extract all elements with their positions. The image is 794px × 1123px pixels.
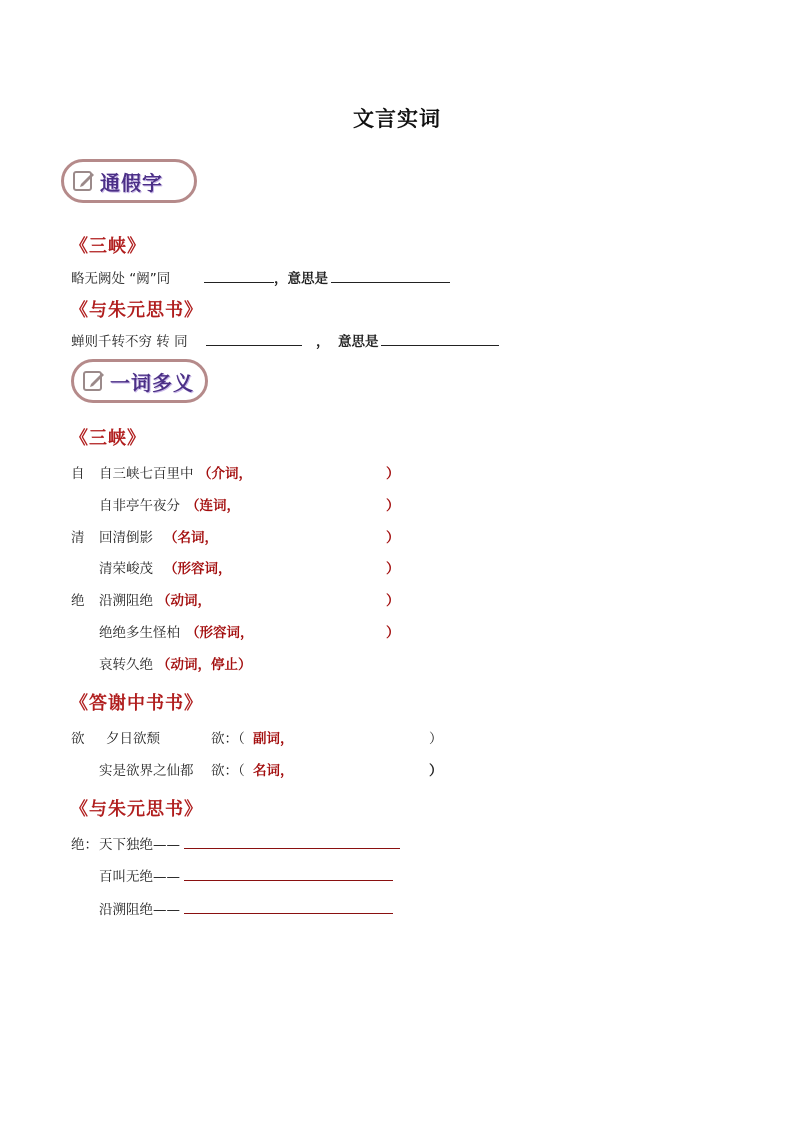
example-text: 天下独绝——: [99, 837, 180, 853]
section-badge-tongjiazi: [61, 159, 197, 203]
badge-label: 一词多义: [110, 370, 194, 395]
part-of-speech: （形容词，: [186, 625, 254, 641]
example-text: 百叫无绝——: [99, 869, 180, 885]
section-title-yuzhu: 《与朱元思书》: [70, 799, 203, 820]
close-paren: ）: [386, 625, 400, 641]
close-paren: ）: [386, 530, 400, 546]
section-title-yuzhu: 《与朱元思书》: [70, 300, 203, 321]
word-label-yu: 欲: [71, 731, 85, 747]
part-of-speech: （形容词，: [164, 561, 232, 577]
answer-blank[interactable]: [206, 345, 302, 346]
gloss-prefix: 欲：（: [211, 763, 245, 779]
answer-blank[interactable]: [184, 913, 393, 914]
close-paren: ）: [429, 763, 443, 779]
example-text: 清荣峻茂: [99, 561, 153, 577]
answer-blank[interactable]: [184, 880, 393, 881]
part-of-speech: （介词，: [198, 466, 252, 482]
example-text: 绝绝多生怪柏: [99, 625, 180, 641]
answer-blank[interactable]: [204, 282, 274, 283]
word-label-qing: 清: [71, 530, 85, 546]
page-title: 文言实词: [353, 107, 441, 131]
example-text: 哀转久绝: [99, 657, 153, 673]
word-label-zi: 自: [71, 466, 85, 482]
close-paren: ）: [386, 593, 400, 609]
section-title-daxie: 《答谢中书书》: [70, 693, 203, 714]
example-text: 夕日欲颓: [106, 731, 160, 747]
example-text: 实是欲界之仙都: [99, 763, 194, 779]
close-paren: ）: [386, 498, 400, 514]
example-text: 沿溯阻绝: [99, 593, 153, 609]
tongjia-row2-meaning: 意思是: [338, 334, 379, 350]
part-of-speech: （动词，: [157, 593, 211, 609]
close-paren: ）: [429, 731, 443, 747]
tongjia-row2-comma: ，: [316, 334, 330, 350]
word-label-jue: 绝：: [71, 837, 98, 853]
section-badge-yiciduoyi: [71, 359, 208, 403]
close-paren: ）: [386, 561, 400, 577]
badge-label: 通假字: [100, 170, 163, 195]
part-of-speech: 副词，: [253, 731, 294, 747]
example-text: 自非亭午夜分: [99, 498, 180, 514]
edit-icon: [72, 169, 96, 193]
section-title-sanxia: 《三峡》: [70, 428, 146, 449]
word-label-jue: 绝: [71, 593, 85, 609]
example-text: 回清倒影: [99, 530, 153, 546]
part-of-speech: （名词，: [164, 530, 218, 546]
gloss-prefix: 欲：（: [211, 731, 245, 747]
close-paren: ）: [386, 466, 400, 482]
part-of-speech: （连词，: [186, 498, 240, 514]
answer-blank[interactable]: [381, 345, 499, 346]
section-title-sanxia: 《三峡》: [70, 236, 146, 257]
example-text: 自三峡七百里中: [99, 466, 194, 482]
answer-blank[interactable]: [331, 282, 450, 283]
tongjia-row1-meaning: ，意思是: [274, 271, 328, 287]
edit-icon: [82, 369, 106, 393]
example-text: 沿溯阻绝——: [99, 902, 180, 918]
tongjia-row1-text: 略无阙处 “阙”同: [71, 271, 171, 287]
answer-blank[interactable]: [184, 848, 400, 849]
part-of-speech: （动词，停止）: [157, 657, 252, 673]
part-of-speech: 名词，: [253, 763, 294, 779]
tongjia-row2-text: 蝉则千转不穷 转 同: [71, 334, 188, 350]
